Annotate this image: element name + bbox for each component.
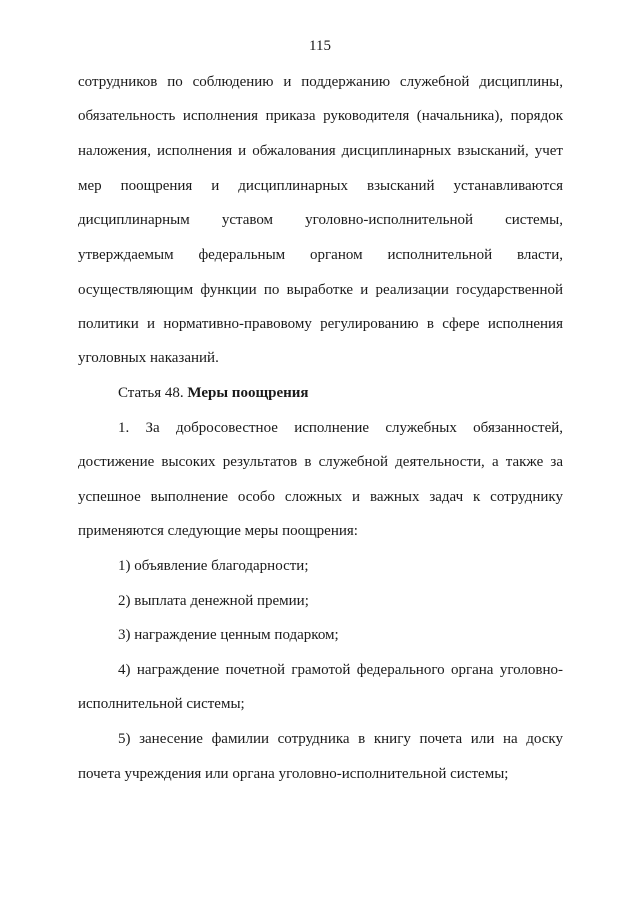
list-item-continuation: почета учреждения или органа уголовно-исполнительной системы;	[78, 766, 509, 782]
list-item: 1) объявление благодарности;	[118, 558, 309, 574]
paragraph-line: сотрудников по соблюдению и поддержанию служебной дисциплины,	[78, 74, 563, 90]
paragraph-line: осуществляющим функции по выработке и реализации государственной	[78, 282, 563, 298]
paragraph-line: применяются следующие меры поощрения:	[78, 523, 358, 539]
paragraph-line: наложения, исполнения и обжалования дисциплинарных взысканий, учет	[78, 143, 563, 159]
paragraph-line: достижение высоких результатов в служебной деятельности, а также за	[78, 454, 563, 470]
paragraph-line: мер поощрения и дисциплинарных взысканий устанавливаются	[78, 178, 563, 194]
list-item: 5) занесение фамилии сотрудника в книгу почета или на доску	[118, 731, 563, 747]
paragraph-line: обязательность исполнения приказа руководителя (начальника), порядок	[78, 108, 563, 124]
list-item: 4) награждение почетной грамотой федерального органа уголовно-	[118, 662, 563, 678]
article-title: Меры поощрения	[187, 385, 309, 401]
paragraph-line: утверждаемым федеральным органом исполнительной власти,	[78, 247, 563, 263]
paragraph-line: уголовных наказаний.	[78, 350, 219, 366]
list-item: 3) награждение ценным подарком;	[118, 627, 339, 643]
page-number: 115	[309, 38, 331, 54]
list-item: 2) выплата денежной премии;	[118, 593, 309, 609]
paragraph-line: 1. За добросовестное исполнение служебных обязанностей,	[118, 420, 563, 436]
article-number: Статья 48.	[118, 385, 188, 401]
list-item-continuation: исполнительной системы;	[78, 696, 245, 712]
article-heading	[118, 384, 563, 402]
paragraph-line: политики и нормативно-правовому регулированию в сфере исполнения	[78, 316, 563, 332]
paragraph-line: успешное выполнение особо сложных и важных задач к сотруднику	[78, 489, 563, 505]
paragraph-line: дисциплинарным уставом уголовно-исполнительной системы,	[78, 212, 563, 228]
